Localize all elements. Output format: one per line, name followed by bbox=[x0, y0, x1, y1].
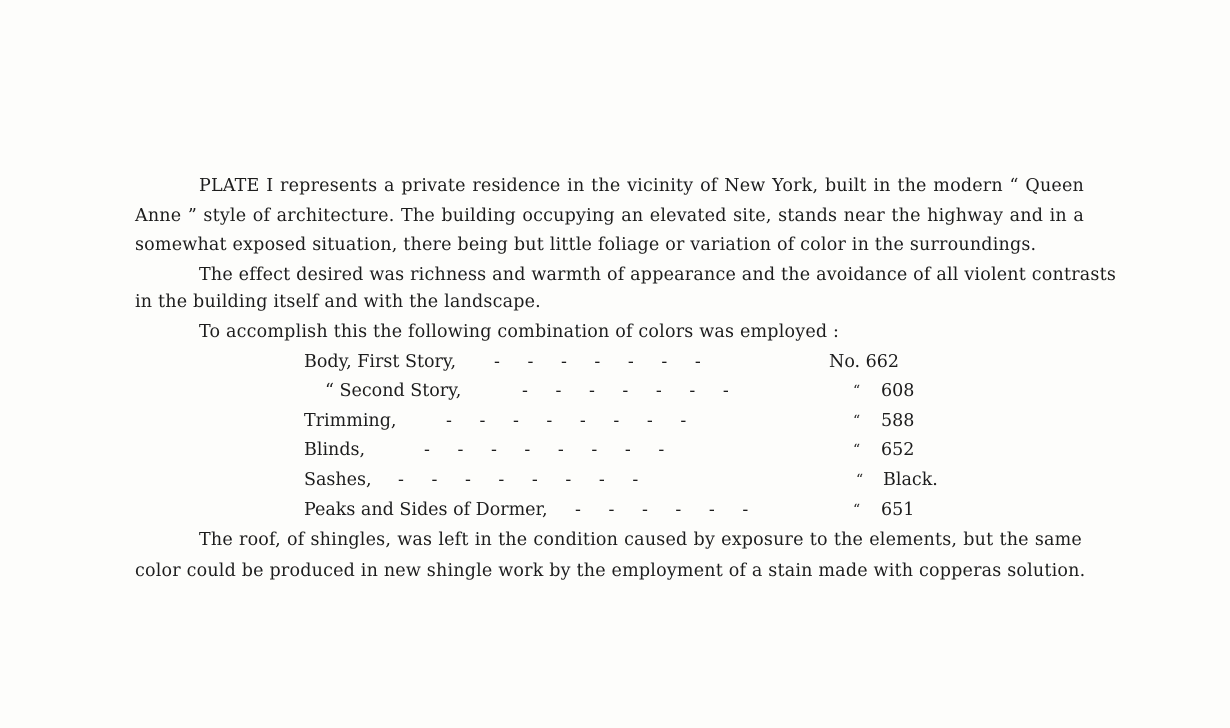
row-ditto-mark: “ bbox=[853, 442, 861, 458]
row-label: Body, First Story, bbox=[304, 352, 457, 372]
color-table-row bbox=[0, 352, 1230, 374]
paragraph-4-line-1: The roof, of shingles, was left in the condition caused by exposure to the elements, but the same bbox=[199, 530, 1082, 550]
row-ditto-mark: “ bbox=[856, 472, 864, 488]
row-value: No. 662 bbox=[829, 352, 900, 372]
row-ditto-mark: “ bbox=[853, 502, 861, 518]
color-table-row bbox=[0, 411, 1230, 433]
paragraph-2-line-1: The effect desired was richness and warmth of appearance and the avoidance of all violent contrasts bbox=[199, 265, 1116, 285]
color-table-row bbox=[0, 440, 1230, 462]
row-value: 652 bbox=[881, 440, 915, 460]
paragraph-1-line-3: somewhat exposed situation, there being but little foliage or variation of color in the surroundings. bbox=[135, 235, 1037, 255]
row-dashes: - - - - - - - - bbox=[446, 411, 687, 431]
row-ditto-mark: “ bbox=[853, 413, 861, 429]
color-table-row bbox=[0, 500, 1230, 522]
row-dashes: - - - - - - - - bbox=[424, 440, 665, 460]
row-value: Black. bbox=[883, 470, 938, 490]
row-label: Peaks and Sides of Dormer, bbox=[304, 500, 548, 520]
row-label: “ Second Story, bbox=[325, 381, 462, 401]
paragraph-4-line-2: color could be produced in new shingle work by the employment of a stain made with copperas solution. bbox=[135, 561, 1086, 581]
row-ditto-mark: “ bbox=[853, 383, 861, 399]
color-table-row bbox=[0, 381, 1230, 403]
paragraph-1-line-1: PLATE I represents a private residence in the vicinity of New York, built in the modern “ Queen bbox=[199, 176, 1084, 196]
row-label: Blinds, bbox=[304, 440, 366, 460]
row-label: Sashes, bbox=[304, 470, 372, 490]
row-dashes: - - - - - - bbox=[575, 500, 749, 520]
row-label: Trimming, bbox=[304, 411, 397, 431]
row-dashes: - - - - - - - - bbox=[398, 470, 639, 490]
color-table-row bbox=[0, 470, 1230, 492]
row-dashes: - - - - - - - bbox=[522, 381, 729, 401]
row-dashes: - - - - - - - bbox=[494, 352, 701, 372]
row-value: 651 bbox=[881, 500, 915, 520]
row-value: 588 bbox=[881, 411, 915, 431]
row-value: 608 bbox=[881, 381, 915, 401]
paragraph-3-line-1: To accomplish this the following combination of colors was employed : bbox=[199, 322, 840, 342]
paragraph-1-line-2: Anne ” style of architecture. The building occupying an elevated site, stands near the highway and in a bbox=[135, 206, 1084, 226]
paragraph-2-line-2: in the building itself and with the landscape. bbox=[135, 292, 541, 312]
